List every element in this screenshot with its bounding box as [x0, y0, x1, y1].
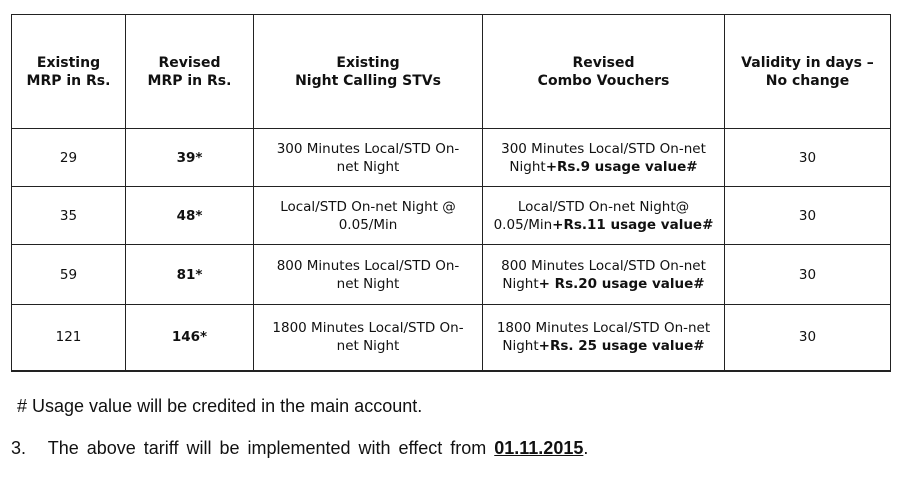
header-existing-stv: Existing Night Calling STVs — [254, 15, 483, 129]
table-row — [12, 187, 891, 245]
existing-stv-cell: 800 Minutes Local/STD On- net Night — [254, 245, 483, 305]
existing-mrp-cell: 29 — [12, 129, 126, 187]
revised-mrp-cell: 81* — [126, 245, 254, 305]
existing-mrp-cell: 35 — [12, 187, 126, 245]
revised-combo-cell: 1800 Minutes Local/STD On-net Night+Rs. 25 usage value# — [483, 305, 725, 371]
paragraph-end: . — [583, 438, 589, 458]
revised-combo-cell: 800 Minutes Local/STD On-net Night+ Rs.20 usage value# — [483, 245, 725, 305]
tariff-table — [11, 14, 891, 372]
paragraph-number: 3. — [11, 438, 27, 458]
table-row — [12, 245, 891, 305]
existing-stv-cell: 1800 Minutes Local/STD On- net Night — [254, 305, 483, 371]
effective-date: 01.11.2015 — [494, 438, 584, 458]
existing-mrp-cell: 121 — [12, 305, 126, 371]
validity-cell: 30 — [725, 187, 891, 245]
table-row — [12, 305, 891, 371]
existing-stv-cell: 300 Minutes Local/STD On- net Night — [254, 129, 483, 187]
effective-date-paragraph — [11, 438, 588, 459]
header-revised-mrp: Revised MRP in Rs. — [126, 15, 254, 129]
existing-mrp-cell: 59 — [12, 245, 126, 305]
revised-combo-cell: Local/STD On-net Night@ 0.05/Min+Rs.11 usage value# — [483, 187, 725, 245]
usage-value-footnote: # Usage value will be credited in the main account. — [17, 396, 423, 416]
header-validity: Validity in days – No change — [725, 15, 891, 129]
revised-combo-cell: 300 Minutes Local/STD On-net Night+Rs.9 usage value# — [483, 129, 725, 187]
header-revised-combo: Revised Combo Vouchers — [483, 15, 725, 129]
header-existing-mrp: Existing MRP in Rs. — [12, 15, 126, 129]
revised-mrp-cell: 146* — [126, 305, 254, 371]
table-header-row — [12, 15, 891, 129]
validity-cell: 30 — [725, 129, 891, 187]
existing-stv-cell: Local/STD On-net Night @ 0.05/Min — [254, 187, 483, 245]
table-row — [12, 129, 891, 187]
revised-mrp-cell: 48* — [126, 187, 254, 245]
paragraph-text: The above tariff will be implemented with effect from — [47, 438, 487, 458]
validity-cell: 30 — [725, 305, 891, 371]
revised-mrp-cell: 39* — [126, 129, 254, 187]
validity-cell: 30 — [725, 245, 891, 305]
